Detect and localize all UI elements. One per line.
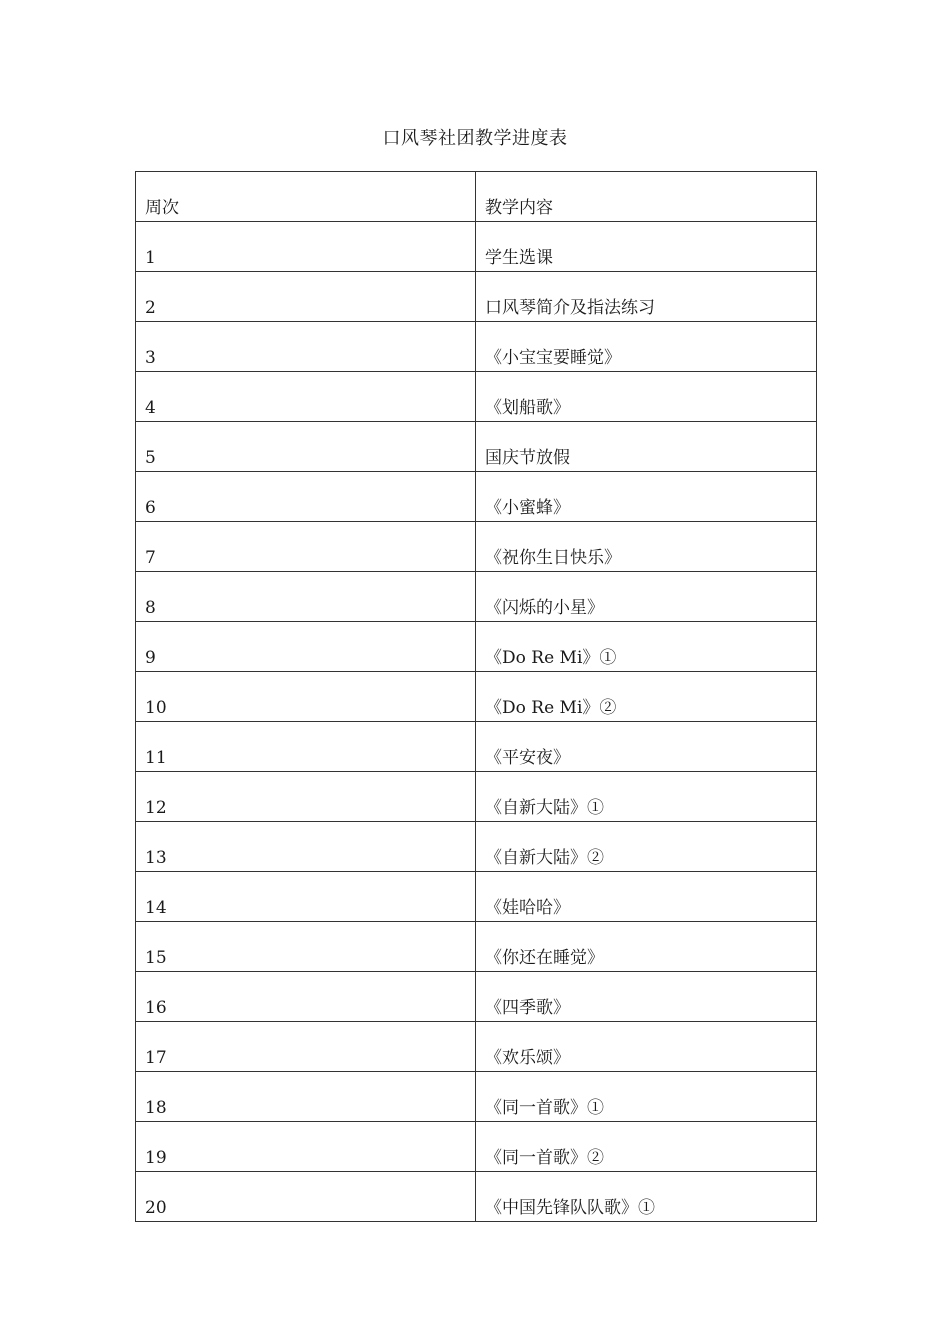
table-row (136, 972, 817, 1022)
week-cell: 12 (136, 772, 476, 822)
week-cell: 10 (136, 672, 476, 722)
content-cell: 《四季歌》 (476, 972, 817, 1022)
content-cell: 《闪烁的小星》 (476, 572, 817, 622)
schedule-table-body (136, 172, 817, 1222)
week-cell: 17 (136, 1022, 476, 1072)
content-cell: 《自新大陆》② (476, 822, 817, 872)
document-title: 口风琴社团教学进度表 (382, 128, 568, 149)
week-cell: 5 (136, 422, 476, 472)
week-cell: 13 (136, 822, 476, 872)
content-cell: 《平安夜》 (476, 722, 817, 772)
week-cell: 11 (136, 722, 476, 772)
content-cell: 《小宝宝要睡觉》 (476, 322, 817, 372)
content-cell: 《祝你生日快乐》 (476, 522, 817, 572)
week-cell: 20 (136, 1172, 476, 1222)
week-cell: 14 (136, 872, 476, 922)
content-cell: 《小蜜蜂》 (476, 472, 817, 522)
table-row (136, 1172, 817, 1222)
schedule-table (135, 171, 817, 1222)
content-cell: 口风琴简介及指法练习 (476, 272, 817, 322)
table-row (136, 1122, 817, 1172)
table-row (136, 272, 817, 322)
table-row (136, 372, 817, 422)
content-cell: 《划船歌》 (476, 372, 817, 422)
week-cell: 19 (136, 1122, 476, 1172)
content-cell: 《自新大陆》① (476, 772, 817, 822)
content-cell: 《Do Re Mi》② (476, 672, 817, 722)
content-cell: 《中国先锋队队歌》① (476, 1172, 817, 1222)
content-cell: 《欢乐颂》 (476, 1022, 817, 1072)
table-row (136, 622, 817, 672)
week-cell: 8 (136, 572, 476, 622)
content-cell: 学生选课 (476, 222, 817, 272)
table-row (136, 222, 817, 272)
content-cell: 《你还在睡觉》 (476, 922, 817, 972)
content-cell: 国庆节放假 (476, 422, 817, 472)
table-row (136, 772, 817, 822)
table-row (136, 522, 817, 572)
header-content: 教学内容 (476, 172, 817, 222)
table-row (136, 322, 817, 372)
table-row (136, 422, 817, 472)
content-cell: 《同一首歌》② (476, 1122, 817, 1172)
table-row (136, 572, 817, 622)
table-row (136, 822, 817, 872)
header-week: 周次 (136, 172, 476, 222)
table-row (136, 1072, 817, 1122)
table-row (136, 922, 817, 972)
week-cell: 1 (136, 222, 476, 272)
week-cell: 15 (136, 922, 476, 972)
week-cell: 4 (136, 372, 476, 422)
week-cell: 16 (136, 972, 476, 1022)
content-cell: 《娃哈哈》 (476, 872, 817, 922)
week-cell: 2 (136, 272, 476, 322)
table-row (136, 722, 817, 772)
week-cell: 3 (136, 322, 476, 372)
week-cell: 7 (136, 522, 476, 572)
table-row (136, 672, 817, 722)
week-cell: 6 (136, 472, 476, 522)
week-cell: 18 (136, 1072, 476, 1122)
table-header-row (136, 172, 817, 222)
table-row (136, 472, 817, 522)
table-row (136, 1022, 817, 1072)
week-cell: 9 (136, 622, 476, 672)
content-cell: 《同一首歌》① (476, 1072, 817, 1122)
table-row (136, 872, 817, 922)
content-cell: 《Do Re Mi》① (476, 622, 817, 672)
